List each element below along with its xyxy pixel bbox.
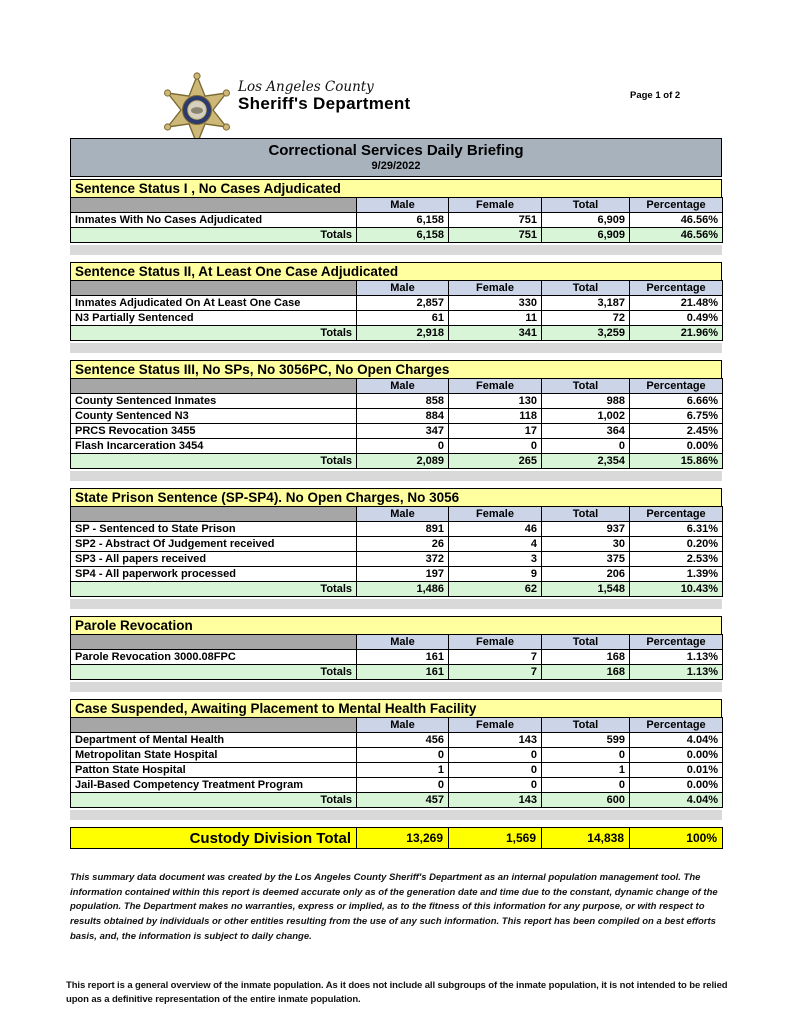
row-female-cell: 330 — [449, 296, 542, 311]
row-total-cell: 0 — [542, 778, 630, 793]
section-spacer — [70, 343, 722, 353]
section-table — [70, 378, 723, 469]
column-header-corner-cell — [71, 281, 357, 296]
report-title-bar — [70, 138, 722, 177]
row-label-cell: Inmates Adjudicated On At Least One Case — [71, 296, 357, 311]
data-row — [71, 552, 723, 567]
row-total-cell: 1 — [542, 763, 630, 778]
column-header-row — [71, 718, 723, 733]
data-row — [71, 522, 723, 537]
row-label-cell: N3 Partially Sentenced — [71, 311, 357, 326]
report-title: Correctional Services Daily Briefing — [268, 142, 524, 159]
row-male-cell: 197 — [357, 567, 449, 582]
row-female-cell: 11 — [449, 311, 542, 326]
row-male-cell: 26 — [357, 537, 449, 552]
column-header-cell: Male — [357, 379, 449, 394]
row-percentage-cell: 0.00% — [630, 748, 723, 763]
column-header-cell: Male — [357, 281, 449, 296]
row-female-cell: 0 — [449, 778, 542, 793]
report-section — [70, 262, 722, 353]
totals-row — [71, 228, 723, 243]
column-header-row — [71, 281, 723, 296]
data-row — [71, 296, 723, 311]
column-header-cell: Female — [449, 379, 542, 394]
column-header-row — [71, 379, 723, 394]
report-section — [70, 488, 722, 609]
row-female-cell: 4 — [449, 537, 542, 552]
column-header-corner-cell — [71, 379, 357, 394]
column-header-cell: Total — [542, 281, 630, 296]
totals-female-cell: 341 — [449, 326, 542, 341]
row-male-cell: 61 — [357, 311, 449, 326]
column-header-row — [71, 507, 723, 522]
totals-label-cell: Totals — [71, 793, 357, 808]
row-male-cell: 884 — [357, 409, 449, 424]
column-header-cell: Female — [449, 198, 542, 213]
data-row — [71, 763, 723, 778]
totals-row — [71, 665, 723, 680]
row-male-cell: 0 — [357, 778, 449, 793]
row-percentage-cell: 0.49% — [630, 311, 723, 326]
row-percentage-cell: 6.75% — [630, 409, 723, 424]
row-male-cell: 161 — [357, 650, 449, 665]
column-header-corner-cell — [71, 718, 357, 733]
report-section — [70, 699, 722, 820]
totals-female-cell: 62 — [449, 582, 542, 597]
totals-label-cell: Totals — [71, 582, 357, 597]
row-percentage-cell: 6.66% — [630, 394, 723, 409]
column-header-cell: Percentage — [630, 507, 723, 522]
section-spacer — [70, 471, 722, 481]
report-section — [70, 616, 722, 692]
row-female-cell: 143 — [449, 733, 542, 748]
row-label-cell: Metropolitan State Hospital — [71, 748, 357, 763]
totals-row — [71, 454, 723, 469]
row-total-cell: 988 — [542, 394, 630, 409]
disclaimer-text: This summary data document was created by the Los Angeles County Sheriff's Department as an internal population management tool. The information contained within this report is deemed accurate only as of the generation date and time due to the constant, dynamic change of the population. The Department makes no warranties, express or implied, as to the fitness of this information for any purpose, or with respect to results obtained by individuals or other entities resulting from the use of any such information. This report has been compiled on a best efforts basis, and, the information is subject to daily change. — [70, 872, 718, 942]
row-label-cell: SP - Sentenced to State Prison — [71, 522, 357, 537]
scope-note-text: This report is a general overview of the inmate population. As it does not include all subgroups of the inmate population, it is not intended to be relied upon as a definitive representation of the entire inmate population. — [66, 979, 728, 1005]
row-percentage-cell: 46.56% — [630, 213, 723, 228]
row-female-cell: 17 — [449, 424, 542, 439]
totals-percentage-cell: 15.86% — [630, 454, 723, 469]
column-header-row — [71, 635, 723, 650]
row-total-cell: 3,187 — [542, 296, 630, 311]
row-label-cell: County Sentenced Inmates — [71, 394, 357, 409]
section-table — [70, 197, 723, 243]
column-header-cell: Percentage — [630, 635, 723, 650]
column-header-cell: Female — [449, 718, 542, 733]
page-number-label: Page 1 of 2 — [630, 90, 681, 101]
totals-male-cell: 6,158 — [357, 228, 449, 243]
row-male-cell: 2,857 — [357, 296, 449, 311]
column-header-cell: Male — [357, 198, 449, 213]
data-row — [71, 394, 723, 409]
column-header-cell: Total — [542, 507, 630, 522]
section-title: Sentence Status II, At Least One Case Adjudicated — [70, 262, 722, 280]
row-label-cell: SP4 - All paperwork processed — [71, 567, 357, 582]
section-spacer — [70, 810, 722, 820]
totals-female-cell: 751 — [449, 228, 542, 243]
data-row — [71, 748, 723, 763]
totals-percentage-cell: 4.04% — [630, 793, 723, 808]
column-header-cell: Female — [449, 635, 542, 650]
row-male-cell: 1 — [357, 763, 449, 778]
totals-male-cell: 2,089 — [357, 454, 449, 469]
row-percentage-cell: 2.45% — [630, 424, 723, 439]
totals-male-cell: 161 — [357, 665, 449, 680]
column-header-cell: Male — [357, 718, 449, 733]
row-percentage-cell: 4.04% — [630, 733, 723, 748]
totals-label-cell: Totals — [71, 228, 357, 243]
report-date: 9/29/2022 — [371, 160, 421, 172]
data-row — [71, 311, 723, 326]
column-header-cell: Total — [542, 635, 630, 650]
sheriff-star-badge-icon — [160, 72, 234, 148]
row-percentage-cell: 1.39% — [630, 567, 723, 582]
section-title: Case Suspended, Awaiting Placement to Mental Health Facility — [70, 699, 722, 717]
data-row — [71, 213, 723, 228]
row-female-cell: 130 — [449, 394, 542, 409]
totals-total-cell: 168 — [542, 665, 630, 680]
totals-row — [71, 582, 723, 597]
grand-total-female: 1,569 — [449, 828, 542, 849]
custody-division-total-table — [70, 827, 723, 849]
row-total-cell: 6,909 — [542, 213, 630, 228]
row-male-cell: 858 — [357, 394, 449, 409]
data-row — [71, 567, 723, 582]
row-percentage-cell: 1.13% — [630, 650, 723, 665]
column-header-cell: Female — [449, 281, 542, 296]
row-female-cell: 118 — [449, 409, 542, 424]
row-female-cell: 7 — [449, 650, 542, 665]
row-male-cell: 0 — [357, 439, 449, 454]
agency-county-line: Los Angeles County — [238, 79, 374, 95]
section-title: Sentence Status III, No SPs, No 3056PC, No Open Charges — [70, 360, 722, 378]
row-total-cell: 72 — [542, 311, 630, 326]
column-header-corner-cell — [71, 198, 357, 213]
row-male-cell: 6,158 — [357, 213, 449, 228]
row-male-cell: 347 — [357, 424, 449, 439]
section-table — [70, 634, 723, 680]
row-male-cell: 0 — [357, 748, 449, 763]
totals-total-cell: 6,909 — [542, 228, 630, 243]
column-header-cell: Total — [542, 198, 630, 213]
totals-total-cell: 3,259 — [542, 326, 630, 341]
totals-percentage-cell: 46.56% — [630, 228, 723, 243]
row-percentage-cell: 21.48% — [630, 296, 723, 311]
row-total-cell: 599 — [542, 733, 630, 748]
totals-male-cell: 1,486 — [357, 582, 449, 597]
row-total-cell: 0 — [542, 439, 630, 454]
row-male-cell: 891 — [357, 522, 449, 537]
sections-container — [70, 179, 722, 820]
totals-percentage-cell: 1.13% — [630, 665, 723, 680]
grand-total-label: Custody Division Total — [71, 828, 357, 849]
row-percentage-cell: 2.53% — [630, 552, 723, 567]
totals-label-cell: Totals — [71, 454, 357, 469]
column-header-cell: Percentage — [630, 281, 723, 296]
row-total-cell: 168 — [542, 650, 630, 665]
section-title: Sentence Status I , No Cases Adjudicated — [70, 179, 722, 197]
column-header-cell: Female — [449, 507, 542, 522]
row-female-cell: 46 — [449, 522, 542, 537]
totals-total-cell: 600 — [542, 793, 630, 808]
agency-wordmark — [238, 80, 411, 113]
section-title: Parole Revocation — [70, 616, 722, 634]
report-section — [70, 360, 722, 481]
row-female-cell: 0 — [449, 439, 542, 454]
data-row — [71, 778, 723, 793]
row-male-cell: 372 — [357, 552, 449, 567]
grand-total-total: 14,838 — [542, 828, 630, 849]
data-row — [71, 424, 723, 439]
data-row — [71, 650, 723, 665]
totals-percentage-cell: 21.96% — [630, 326, 723, 341]
row-percentage-cell: 0.00% — [630, 439, 723, 454]
totals-percentage-cell: 10.43% — [630, 582, 723, 597]
row-label-cell: Patton State Hospital — [71, 763, 357, 778]
row-female-cell: 0 — [449, 763, 542, 778]
column-header-cell: Male — [357, 635, 449, 650]
grand-total-percentage: 100% — [630, 828, 723, 849]
totals-male-cell: 457 — [357, 793, 449, 808]
row-label-cell: SP3 - All papers received — [71, 552, 357, 567]
section-table — [70, 280, 723, 341]
row-male-cell: 456 — [357, 733, 449, 748]
row-total-cell: 1,002 — [542, 409, 630, 424]
totals-female-cell: 7 — [449, 665, 542, 680]
row-total-cell: 0 — [542, 748, 630, 763]
custody-division-total-row — [71, 828, 723, 849]
totals-male-cell: 2,918 — [357, 326, 449, 341]
row-total-cell: 364 — [542, 424, 630, 439]
row-label-cell: Flash Incarceration 3454 — [71, 439, 357, 454]
totals-row — [71, 326, 723, 341]
row-female-cell: 3 — [449, 552, 542, 567]
row-percentage-cell: 0.00% — [630, 778, 723, 793]
row-label-cell: Department of Mental Health — [71, 733, 357, 748]
row-total-cell: 375 — [542, 552, 630, 567]
row-percentage-cell: 6.31% — [630, 522, 723, 537]
data-row — [71, 409, 723, 424]
column-header-corner-cell — [71, 507, 357, 522]
data-row — [71, 537, 723, 552]
section-table — [70, 717, 723, 808]
row-female-cell: 0 — [449, 748, 542, 763]
totals-row — [71, 793, 723, 808]
report-section — [70, 179, 722, 255]
data-row — [71, 439, 723, 454]
column-header-row — [71, 198, 723, 213]
totals-label-cell: Totals — [71, 326, 357, 341]
column-header-cell: Percentage — [630, 198, 723, 213]
grand-total-male: 13,269 — [357, 828, 449, 849]
totals-total-cell: 1,548 — [542, 582, 630, 597]
row-percentage-cell: 0.01% — [630, 763, 723, 778]
column-header-cell: Percentage — [630, 379, 723, 394]
row-total-cell: 30 — [542, 537, 630, 552]
row-female-cell: 9 — [449, 567, 542, 582]
section-spacer — [70, 245, 722, 255]
row-label-cell: Jail-Based Competency Treatment Program — [71, 778, 357, 793]
column-header-cell: Total — [542, 718, 630, 733]
section-title: State Prison Sentence (SP-SP4). No Open Charges, No 3056 — [70, 488, 722, 506]
agency-name-line: Sheriff's Department — [238, 94, 411, 114]
report-body — [66, 138, 728, 1007]
row-label-cell: SP2 - Abstract Of Judgement received — [71, 537, 357, 552]
row-percentage-cell: 0.20% — [630, 537, 723, 552]
totals-female-cell: 265 — [449, 454, 542, 469]
column-header-cell: Percentage — [630, 718, 723, 733]
column-header-cell: Male — [357, 507, 449, 522]
section-spacer — [70, 599, 722, 609]
row-female-cell: 751 — [449, 213, 542, 228]
totals-label-cell: Totals — [71, 665, 357, 680]
data-row — [71, 733, 723, 748]
row-label-cell: Inmates With No Cases Adjudicated — [71, 213, 357, 228]
column-header-cell: Total — [542, 379, 630, 394]
row-label-cell: PRCS Revocation 3455 — [71, 424, 357, 439]
row-label-cell: Parole Revocation 3000.08FPC — [71, 650, 357, 665]
row-label-cell: County Sentenced N3 — [71, 409, 357, 424]
section-table — [70, 506, 723, 597]
totals-total-cell: 2,354 — [542, 454, 630, 469]
section-spacer — [70, 682, 722, 692]
column-header-corner-cell — [71, 635, 357, 650]
totals-female-cell: 143 — [449, 793, 542, 808]
row-total-cell: 937 — [542, 522, 630, 537]
row-total-cell: 206 — [542, 567, 630, 582]
